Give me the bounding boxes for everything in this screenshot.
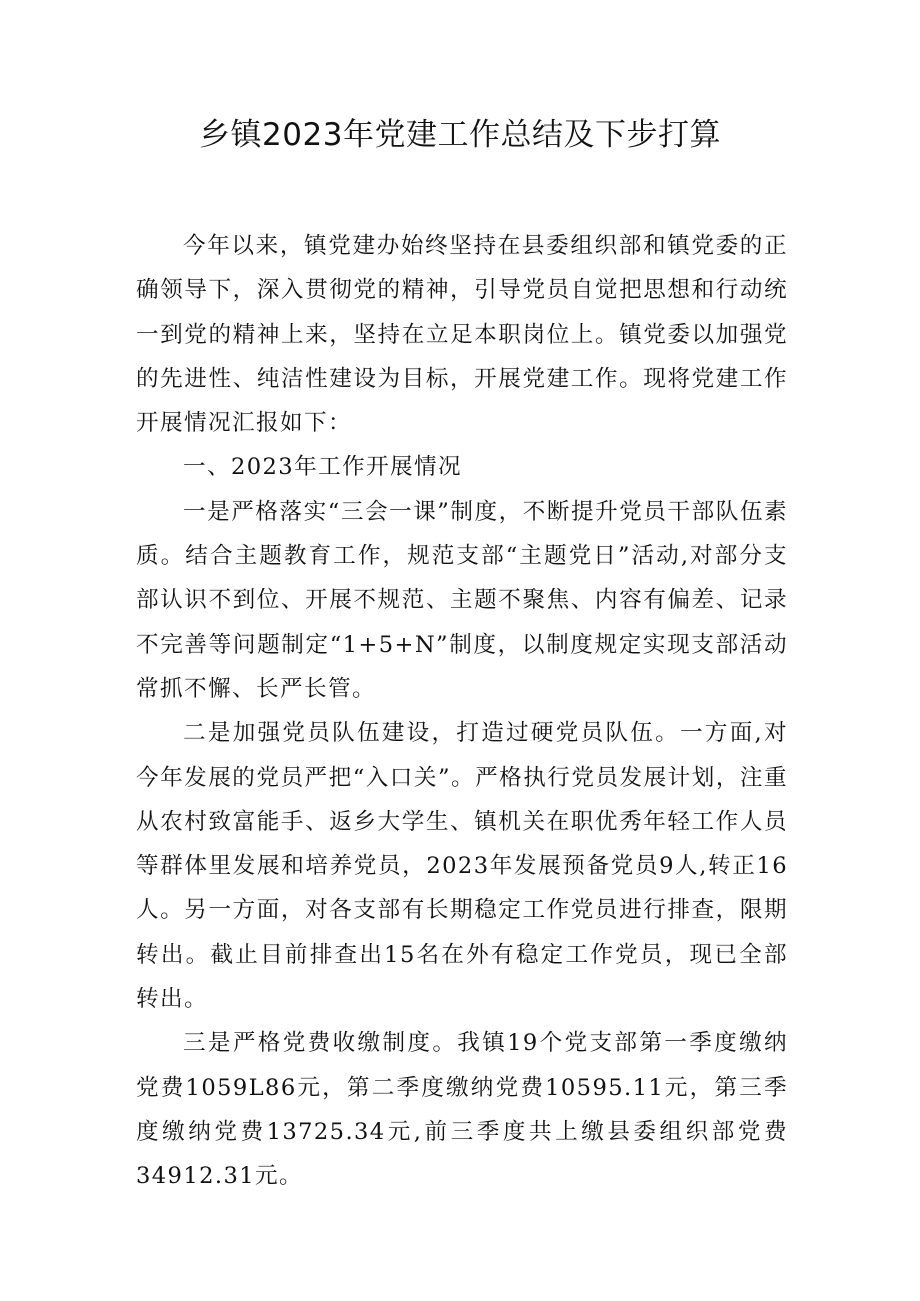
document-body	[136, 224, 788, 1199]
paragraph-item-one: 一是严格落实“三会一课”制度，不断提升党员干部队伍素质。结合主题教育工作，规范支部“主题党日”活动,对部分支部认识不到位、开展不规范、主题不聚焦、内容有偏差、记录不完善等问题制定“1+5+N”制度，以制度规定实现支部活动常抓不懈、长严长管。	[136, 498, 788, 702]
document-title: 乡镇2023年党建工作总结及下步打算	[199, 117, 721, 153]
paragraph-item-two: 二是加强党员队伍建设，打造过硬党员队伍。一方面,对今年发展的党员严把“入口关”。严格执行党员发展计划，注重从农村致富能手、返乡大学生、镇机关在职优秀年轻工作人员等群体里发展和培养党员，2023年发展预备党员9人,转正16人。另一方面，对各支部有长期稳定工作党员进行排查，限期转出。截止目前排查出15名在外有稳定工作党员，现已全部转出。	[136, 720, 788, 1013]
paragraph-intro: 今年以来，镇党建办始终坚持在县委组织部和镇党委的正确领导下，深入贯彻党的精神，引导党员自觉把思想和行动统一到党的精神上来，坚持在立足本职岗位上。镇党委以加强党的先进性、纯洁性建设为目标，开展党建工作。现将党建工作开展情况汇报如下：	[136, 233, 788, 437]
section-heading: 一、2023年工作开展情况	[183, 454, 463, 481]
paragraph-item-three: 三是严格党费收缴制度。我镇19个党支部第一季度缴纳党费1059L86元，第二季度缴纳党费10595.11元，第三季度缴纳党费13725.34元,前三季度共上缴县委组织部党费34912.31元。	[136, 1030, 788, 1190]
